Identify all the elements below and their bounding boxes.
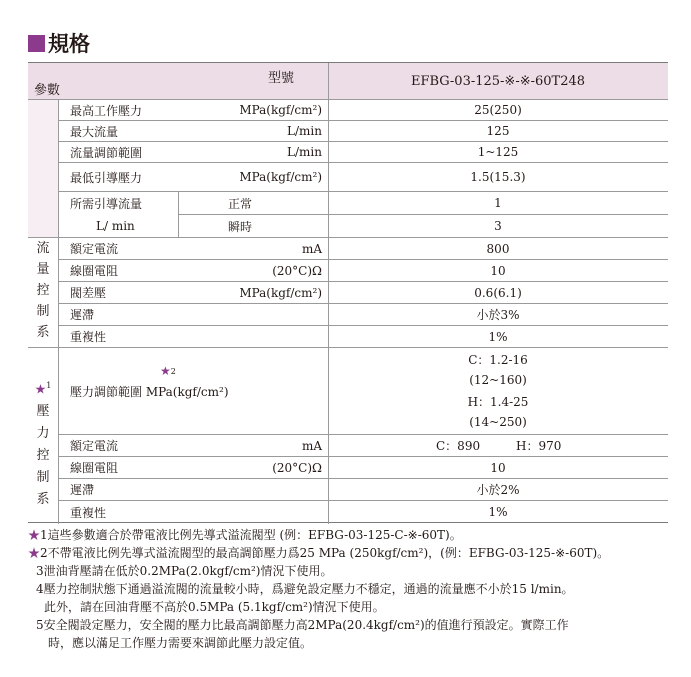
row-label: 線圈電阻 [70, 461, 119, 475]
note-5-cont: 時，應以滿足工作壓力需要來調節此壓力設定值。 [48, 636, 313, 650]
row-label: 閥差壓 [70, 286, 107, 300]
range-star-icon: ★ 2 [160, 364, 176, 378]
group-char: 系 [36, 325, 50, 340]
row-label: 最高工作壓力 [70, 103, 143, 118]
section-title-text: 規格 [48, 32, 90, 56]
row-label: 最低引導壓力 [70, 170, 143, 185]
row-unit: (20°C)Ω [272, 263, 322, 278]
sub-label-instant: 瞬時 [228, 219, 253, 234]
group-char: 控 [36, 448, 50, 464]
row-unit: MPa(kgf/cm²) [239, 170, 322, 184]
group-char: 流 [36, 241, 50, 256]
row-label: 遲滯 [70, 483, 95, 497]
section-title [28, 28, 90, 58]
group-char: 控 [36, 283, 50, 298]
row-value: 800 [486, 241, 510, 256]
row-unit: MPa(kgf/cm²) [239, 285, 322, 300]
note-2: ★2不帶電液比例先導式溢流閥型的最高調節壓力爲25 MPa (250kgf/cm²)，(例：EFBG-03-125-※-60T)。 [28, 546, 610, 560]
group-char: 系 [36, 492, 50, 508]
header-model-label: 型號 [268, 70, 295, 86]
row-label: 重複性 [70, 505, 107, 520]
sub-label-normal: 正常 [228, 196, 253, 211]
row-value: 1 [494, 196, 502, 210]
row-unit: L/min [287, 124, 322, 138]
current-c-value: C：890 [436, 439, 481, 453]
row-label: 遲滯 [70, 308, 95, 322]
current-h-value: H：970 [516, 439, 562, 453]
header-params-label: 參數 [34, 82, 61, 98]
pressure-control-group-label [28, 375, 58, 511]
group-char: 量 [36, 262, 50, 277]
row-label: 壓力調節範圍 MPa(kgf/cm²) [70, 384, 229, 399]
row-value: 小於2% [476, 483, 520, 497]
row-value: 3 [494, 219, 502, 233]
row-divider [28, 347, 668, 348]
column-divider [178, 191, 179, 237]
row-label: 重複性 [70, 330, 107, 344]
header-model-value: EFBG-03-125-※-※-60T248 [410, 73, 586, 89]
row-value: 小於3% [476, 308, 520, 322]
group-char: 力 [36, 426, 50, 442]
row-label: 線圈電阻 [70, 264, 119, 278]
row-value: 0.6(6.1) [474, 285, 522, 300]
row-value: 25(250) [474, 103, 522, 117]
row-label: 最大流量 [70, 124, 119, 139]
note-star-icon: ★ [28, 546, 41, 560]
row-unit: (20°C)Ω [272, 460, 322, 475]
note-5: 5安全閥設定壓力，安全閥的壓力比最高調節壓力高2MPa(20.4kgf/cm²)的值進行預設定。實際工作 [36, 618, 569, 632]
row-unit: L/ min [96, 219, 135, 233]
row-value: 1.5(15.3) [470, 170, 526, 184]
row-unit: L/min [287, 145, 322, 159]
row-label: 額定電流 [70, 439, 119, 453]
range-c-value: C：1.2-16 [468, 352, 528, 367]
row-value: 1% [488, 329, 508, 344]
row-label: 所需引導流量 [70, 196, 143, 211]
row-value: 10 [490, 460, 506, 475]
group-star-icon: ★$^1$ [34, 381, 52, 398]
spec-table [28, 62, 668, 523]
row-value: 125 [486, 124, 510, 138]
range-h-kgf: (14~250) [469, 415, 527, 429]
note-4-cont: 此外，請在回油背壓不高於0.5MPa (5.1kgf/cm²)情況下使用。 [44, 600, 385, 614]
group-char: 制 [36, 304, 50, 319]
row-label: 流量調節範圍 [70, 145, 143, 160]
flow-control-group-label [28, 238, 58, 343]
group-char: 壓 [36, 404, 50, 420]
row-unit: MPa(kgf/cm²) [239, 103, 322, 117]
range-c-kgf: (12~160) [469, 373, 527, 387]
row-label: 額定電流 [70, 242, 119, 256]
side-background-top [28, 99, 58, 237]
row-unit: mA [301, 241, 322, 256]
row-value: 10 [490, 263, 506, 278]
note-star-icon: ★ [28, 528, 41, 542]
row-value: 1~125 [477, 145, 519, 159]
row-value: 1% [488, 505, 508, 519]
group-char: 制 [36, 470, 50, 486]
column-divider [58, 99, 59, 524]
title-marker-icon [28, 35, 45, 52]
note-1: ★1這些參數適合於帶電液比例先導式溢流閥型 (例：EFBG-03-125-C-※-60T)。 [28, 528, 462, 542]
note-3: 3泄油背壓請在低於0.2MPa(2.0kgf/cm²)情況下使用。 [36, 564, 333, 578]
row-unit: mA [301, 438, 322, 453]
note-4: 4壓力控制狀態下通過溢流閥的流量較小時，爲避免設定壓力不穩定，通過的流量應不小於15 l/min。 [36, 582, 574, 596]
row-divider [58, 434, 668, 435]
range-h-value: H：1.4-25 [467, 394, 529, 409]
